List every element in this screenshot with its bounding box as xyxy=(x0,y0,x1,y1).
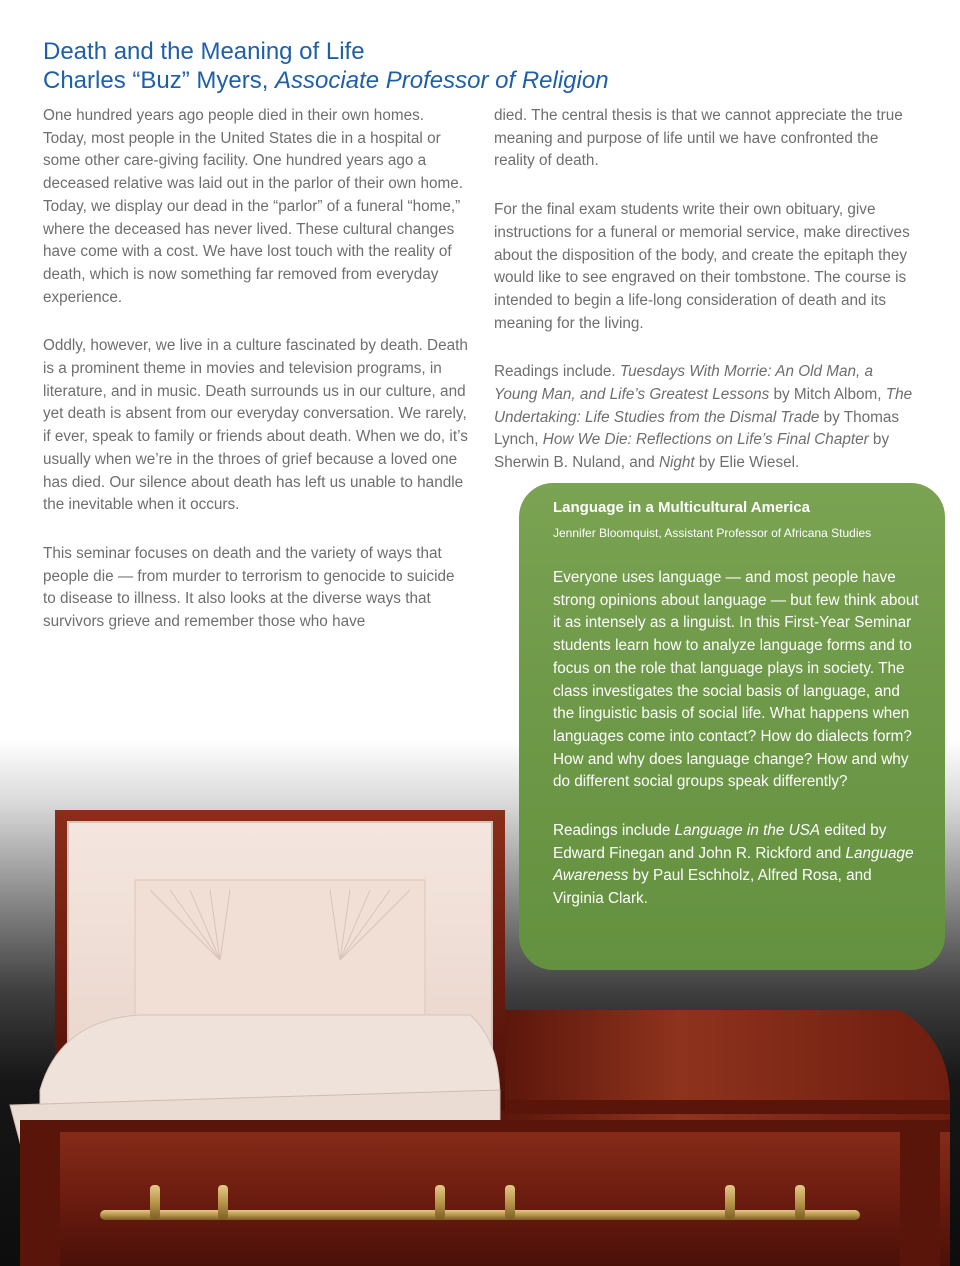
author-role: Associate Professor of Religion xyxy=(275,67,609,94)
callout-byline: Jennifer Bloomquist, Assistant Professor of Africana Studies xyxy=(553,526,872,540)
callout-readings xyxy=(553,820,925,911)
reading-author: by Sherwin B. Nuland, and xyxy=(494,431,890,472)
reading-title: Language in the USA xyxy=(674,822,821,840)
article-paragraph-4: For the final exam students write their own obituary, give instructions for a funeral or memorial service, make directives about the disposition of the body, and create the epitaph they would like to see engraved on their tombstone. The course is intended to begin a life-long consideration of death and its meaning for the living. xyxy=(494,201,910,332)
article-paragraph-3-end: died. The central thesis is that we cannot appreciate the true meaning and purpose of life until we have confronted the reality of death. xyxy=(494,107,903,170)
readings-intro: Readings include. xyxy=(494,363,620,381)
reading-title: How We Die: Reflections on Life’s Final Chapter xyxy=(542,431,869,449)
reading-author: by Paul Eschholz, Alfred Rosa, and Virginia Clark. xyxy=(553,867,872,908)
article-byline xyxy=(43,66,609,95)
callout-box xyxy=(519,483,945,970)
article-paragraph-1: One hundred years ago people died in their own homes. Today, most people in the United States die in a hospital or some other care-giving facility. One hundred years ago a deceased relative was laid out in the parlor of their own home. Today, we display our dead in the “parlor” of a funeral “home,” where the deceased has never lived. These cultural changes have come with a cost. We have lost touch with the reality of death, which is now something far removed from everyday experience. xyxy=(43,107,464,306)
reading-title: Night xyxy=(658,454,695,472)
reading-author: by Elie Wiesel. xyxy=(694,454,800,472)
author-name: Charles “Buz” Myers, xyxy=(43,67,276,94)
article-paragraph-3-start: This seminar focuses on death and the variety of ways that people die — from murder to terrorism to genocide to suicide to disease to illness. It also looks at the diverse ways that survivors grieve and remember those who have xyxy=(43,544,455,631)
reading-author: by Thomas Lynch, xyxy=(494,408,899,449)
article-header xyxy=(43,37,609,95)
casket-lid-molding xyxy=(496,1100,950,1114)
article-readings xyxy=(494,361,919,475)
callout-title: Language in a Multicultural America xyxy=(553,499,810,516)
callout-paragraph: Everyone uses language — and most people have strong opinions about language — but few think about it as intensely as a linguist. In this First-Year Seminar students learn how to analyze language forms and to focus on the role that language plays in society. The class investigates the social basis of language, and the linguistic basis of social life. What happens when languages come into contact? How do dialects form? How and why does language change? How and why do different social groups speak differently? xyxy=(553,569,919,791)
article-column-left xyxy=(43,105,468,660)
casket-handle-bar xyxy=(100,1210,860,1220)
casket-body-trim xyxy=(20,1120,950,1132)
article-column-right xyxy=(494,105,919,501)
readings-intro: Readings include xyxy=(553,822,675,840)
reading-author: edited by Edward Finegan and John R. Rickford and xyxy=(553,822,887,862)
reading-title: Language Awareness xyxy=(553,844,914,885)
callout-body xyxy=(553,567,925,911)
article-paragraph-2: Oddly, however, we live in a culture fascinated by death. Death is a prominent theme in movies and television programs, in literature, and in music. Death surrounds us in our culture, and yet death is absent from our everyday conversation. We rarely, if ever, speak to family or friends about death. When we do, it’s usually when we’re in the throes of grief because a loved one has died. Our silence about death has left us unable to handle the inevitable when it occurs. xyxy=(43,337,468,514)
reading-author: by Mitch Albom, xyxy=(769,386,886,404)
reading-title: The Undertaking: Life Studies from the Dismal Trade xyxy=(494,386,913,426)
article-title: Death and the Meaning of Life xyxy=(43,38,365,65)
reading-title: Tuesdays With Morrie: An Old Man, a Young Man, and Life’s Greatest Lessons xyxy=(494,363,874,404)
